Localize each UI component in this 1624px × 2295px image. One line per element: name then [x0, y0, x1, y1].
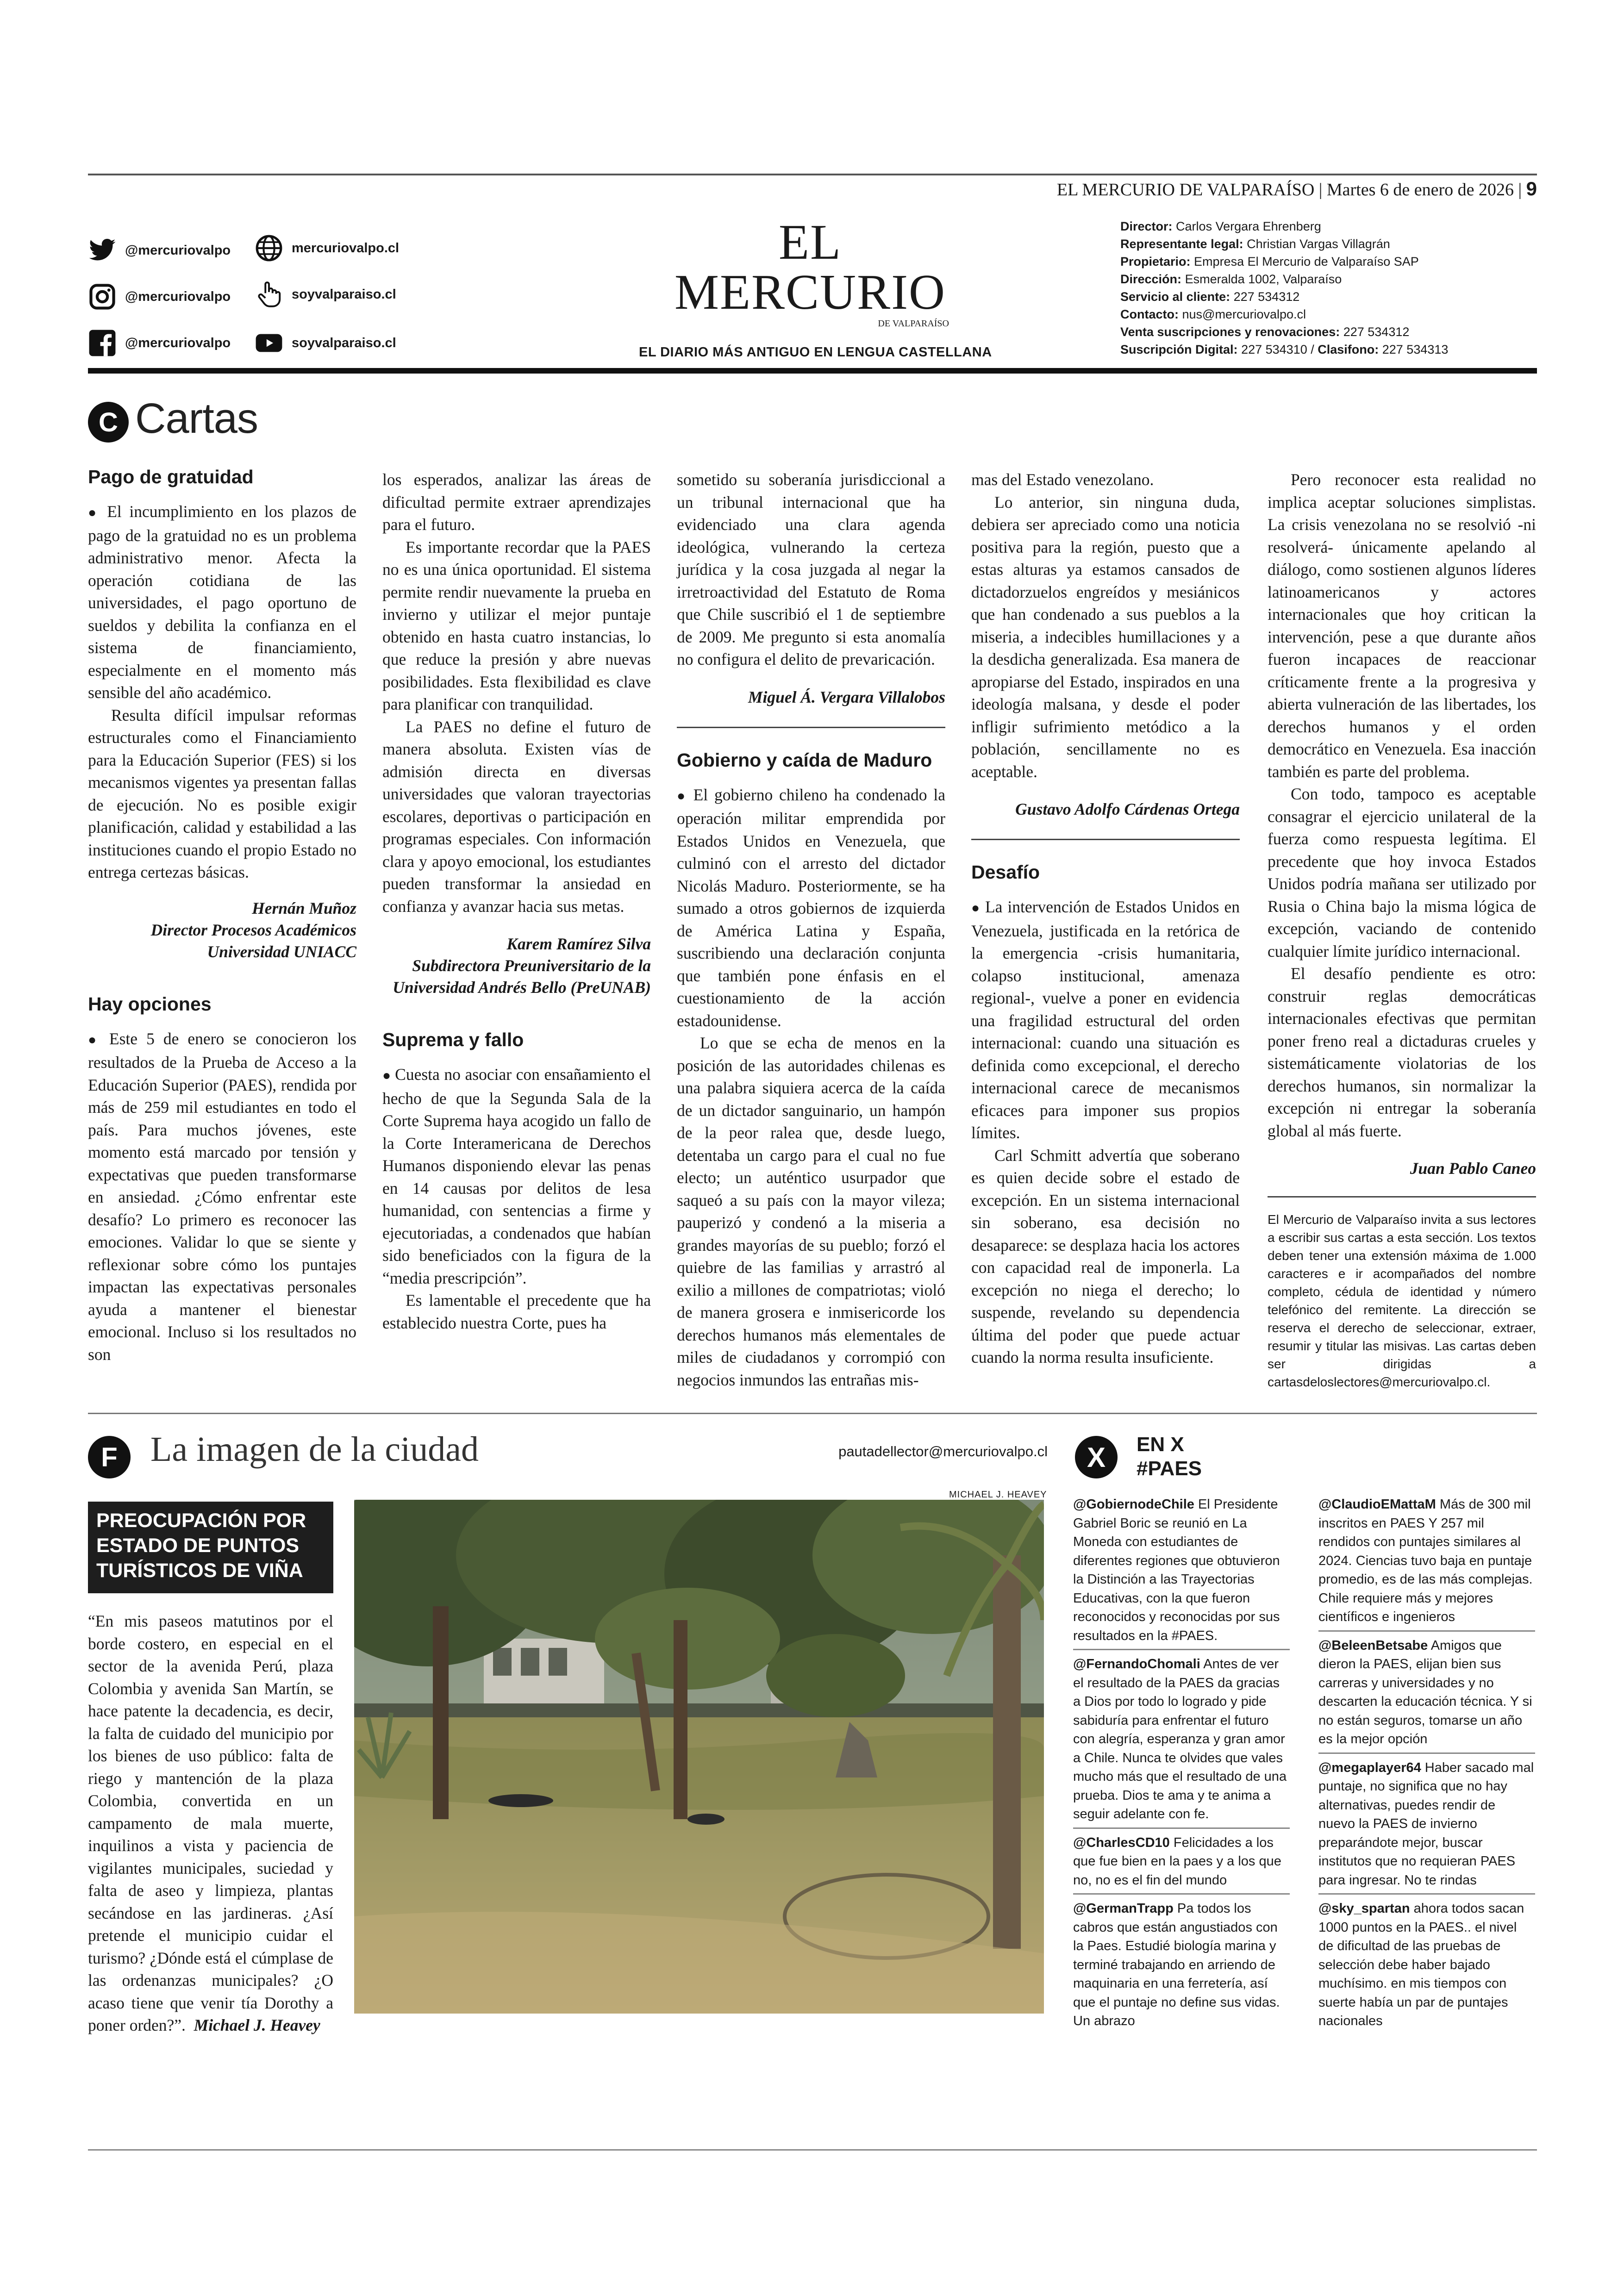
- letter-paragraph: ● El incumplimiento en los plazos de pago de la gratuidad no es un problema administrativo menor. Afecta la operación cotidiana de las universidades, el pago oportuno de sueldos y debilita la confianza en el sistema de financiamiento, especialmente en el momento más sensible del año académico.: [88, 500, 356, 704]
- letter-signature: Miguel Á. Vergara Villalobos: [748, 687, 945, 706]
- staff-label: Propietario:: [1120, 255, 1191, 268]
- tweet-text: El Presidente Gabriel Boric se reunió en La Moneda con estudiantes de diferentes regiones que obtuvieron la Distinción a las Trayectorias Educativas, con la que fueron reconocidos y reconocidas por sus resultados en la #PAES.: [1073, 1497, 1280, 1643]
- letter-paragraph: los esperados, analizar las áreas de dificultad permite extraer aprendizajes para el futuro.: [382, 470, 651, 534]
- letter-signature-role: Director Procesos Académicos: [150, 920, 356, 939]
- tweet-user[interactable]: @ClaudioEMattaM: [1318, 1497, 1436, 1512]
- social-handle: soyvalparaiso.cl: [292, 335, 396, 350]
- staff-line: [1120, 341, 1537, 358]
- tweet-user[interactable]: @GobiernodeChile: [1073, 1497, 1194, 1512]
- tweet-user[interactable]: @GermanTrapp: [1073, 1901, 1174, 1916]
- letter-divider: [677, 727, 945, 728]
- staff-value: Esmeralda 1002, Valparaíso: [1185, 272, 1342, 286]
- social-handle: @mercuriovalpo: [125, 289, 231, 304]
- tweet: [1073, 1655, 1290, 1829]
- letter-heading: Hay opciones: [88, 993, 212, 1015]
- staff-value: Christian Vargas Villagrán: [1247, 237, 1390, 251]
- letter-paragraph: mas del Estado venezolano.: [971, 470, 1154, 489]
- youtube-icon: [255, 329, 283, 357]
- cartas-column-4: [971, 468, 1240, 1369]
- section-rule: [88, 1413, 1537, 1414]
- imagen-headline: PREOCUPACIÓN POR ESTADO DE PUNTOS TURÍSTICOS DE VIÑA: [88, 1502, 333, 1593]
- masthead-subtitle: DE VALPARAÍSO: [878, 318, 949, 329]
- social-instagram[interactable]: [88, 282, 231, 311]
- staff-line: [1120, 270, 1537, 288]
- letter-signature: Juan Pablo Caneo: [1410, 1159, 1536, 1178]
- tweets-column-1: [1073, 1495, 1290, 2039]
- tweet-text: Pa todos los cabros que están angustiados con la Paes. Estudié biología marina y terminé trabajando en arriendo de maquinaria en una ferretería, así que el puntaje no define sus vidas. Un abrazo: [1073, 1901, 1280, 2028]
- staff-value: Carlos Vergara Ehrenberg: [1176, 219, 1321, 233]
- tweet-user[interactable]: @sky_spartan: [1318, 1901, 1410, 1916]
- masthead-tagline: EL DIARIO MÁS ANTIGUO EN LENGUA CASTELLANA: [639, 345, 992, 360]
- tweet-text: Más de 300 mil inscritos en PAES Y 257 mil rendidos con puntajes similares al 2024. Ciencias tuvo baja en puntaje promedio, es de las más complejas. Chile requiere más y mejores científicos e ingenieros: [1318, 1497, 1533, 1624]
- imagen-text: [88, 1610, 333, 2037]
- social-youtube[interactable]: [255, 329, 396, 357]
- tweet: [1318, 1636, 1535, 1754]
- staff-value: 227 534313: [1382, 343, 1449, 356]
- staff-box: [1120, 218, 1537, 358]
- folio-date: Martes 6 de enero de 2026: [1326, 180, 1514, 200]
- staff-line: [1120, 288, 1537, 306]
- staff-line: [1120, 235, 1537, 253]
- folio-separator: |: [1318, 180, 1323, 200]
- tweet-user[interactable]: @FernandoChomali: [1073, 1657, 1200, 1671]
- top-rule: [88, 174, 1537, 175]
- instagram-icon: [88, 282, 117, 311]
- staff-value: 227 534312: [1233, 290, 1300, 304]
- staff-line: [1120, 306, 1537, 323]
- staff-value: Empresa El Mercurio de Valparaíso SAP: [1194, 255, 1419, 268]
- letter-paragraph: ● Este 5 de enero se conocieron los resultados de la Prueba de Acceso a la Educación Superior (PAES), rendida por más de 259 mil estudiantes en todo el país. Para muchos jóvenes, este momento está marcado por tensión y expectativas que pueden transformarse en ansiedad. ¿Cómo enfrentar este desafío? Lo primero es reconocer las emociones. Validar lo que se siente y reflexionar sobre cómo los puntajes impactan las expectativas personales ayuda a mantener el bienestar emocional. Incluso si los resultados no son: [88, 1028, 356, 1366]
- letter-paragraph: Resulta difícil impulsar reformas estructurales como el Financiamiento para la Educación Superior (FES) si los mecanismos vigentes ya presentan fallas de ejecución. No es posible exigir planificación, calidad y estabilidad a las instituciones cuando el propio Estado no entrega certezas básicas.: [88, 705, 356, 881]
- enx-title-line-1: EN X: [1137, 1433, 1184, 1456]
- letter-signature-org: Universidad UNIACC: [207, 942, 356, 961]
- letter-paragraph: Lo anterior, sin ninguna duda, debiera ser apreciado como una noticia positiva para la región, puesto que a estas alturas ya estamos cansados de dictadorzuelos engreídos y mesiánicos que han condenado a sus pueblos a la miseria, a indecibles humillaciones y a la desdicha generalizada. Esa manera de apropiarse del Estado, inspirados en una ideología malsana, y desde el poder infligir sufrimiento metódico a la población, sencillamente no es aceptable.: [971, 493, 1240, 781]
- facebook-icon: [88, 329, 117, 357]
- letter-signature: Hernán Muñoz: [252, 898, 356, 917]
- letter-divider: [1268, 1196, 1536, 1197]
- tweet: [1073, 1834, 1290, 1895]
- social-handle: mercuriovalpo.cl: [292, 240, 400, 256]
- letter-paragraph: sometido su soberanía jurisdiccional a un tribunal internacional que ha evidenciado una clara agenda ideológica, vulnerando la certeza jurídica y la cosa juzgada al negar la irretroactividad del Estatuto de Roma que Chile suscribió el 1 de septiembre de 2009. Me pregunto si esta anomalía no configura el delito de prevaricación.: [677, 470, 945, 668]
- header-rule: [88, 368, 1537, 374]
- letter-paragraph: ● La intervención de Estados Unidos en Venezuela, justificada en la retórica de la emergencia -crisis humanitaria, colapso institucional, amenaza regional-, vuelve a poner en evidencia una fragilidad estructural del orden internacional: cuando una situación es definida como excepcional, el derecho internacional carece de mecanismos eficaces para imponer sus propios límites.: [971, 896, 1240, 1144]
- letter-paragraph: ● El gobierno chileno ha condenado la operación militar emprendida por Estados Unidos en Venezuela, que culminó con el arresto del dictador Nicolás Maduro. Posteriormente, se ha sumado a otros gobiernos de izquierda de América Latina y España, suscribiendo una declaración conjunta que también pone énfasis en el cuestionamiento de la acción estadounidense.: [677, 784, 945, 1032]
- letter-paragraph: Pero reconocer esta realidad no implica aceptar soluciones simplistas. La crisis venezolana no se resolvió -ni resolverá- únicamente apelando al diálogo, como sostienen algunos líderes latinoamericanos y actores internacionales que hoy critican la intervención, pese a que durante años fueron incapaces de reaccionar críticamente frente a la progresiva y abierta vulneración de las libertades, los derechos humanos y el orden democrático en Venezuela. Esa inacción también es parte del problema.: [1268, 470, 1536, 781]
- enx-title-line-2: #PAES: [1137, 1457, 1202, 1480]
- letter-heading: Pago de gratuidad: [88, 466, 254, 487]
- staff-value: nus@mercuriovalpo.cl: [1182, 307, 1306, 321]
- letter-signature: Karem Ramírez Silva: [506, 935, 651, 953]
- letter-paragraph: La PAES no define el futuro de manera absoluta. Existen vías de admisión directa en diversas universidades que valoran trayectorias escolares, deportivas o participación en programas especiales. Con información clara y apoyo emocional, los estudiantes pueden transformar la ansiedad en confianza y avanzar hacia sus metas.: [382, 717, 651, 916]
- tweet-user[interactable]: @megaplayer64: [1318, 1760, 1421, 1775]
- pointer-hand-icon: [255, 280, 283, 309]
- enx-badge: X: [1075, 1436, 1118, 1478]
- plaza-photo-illustration: [354, 1500, 1044, 2014]
- cartas-badge: C: [88, 402, 129, 443]
- staff-line: [1120, 253, 1537, 270]
- staff-label: Suscripción Digital:: [1120, 343, 1238, 356]
- imagen-email[interactable]: pautadellector@mercuriovalpo.cl: [838, 1443, 1048, 1459]
- staff-line: [1120, 323, 1537, 341]
- tweets-column-2: [1318, 1495, 1535, 2039]
- social-twitter[interactable]: [88, 236, 231, 265]
- cartas-column-1: [88, 465, 356, 1366]
- letter-signature: Gustavo Adolfo Cárdenas Ortega: [1015, 800, 1240, 818]
- letter-paragraph: El desafío pendiente es otro: construir reglas democráticas internacionales efectivas que permitan poner freno real a dictaduras crueles y sistemáticamente violatorias de los derechos humanos, sin normalizar la excepción ni entregar la soberanía global al más fuerte.: [1268, 964, 1536, 1140]
- letter-heading: Suprema y fallo: [382, 1029, 524, 1050]
- imagen-badge: F: [88, 1436, 131, 1478]
- enx-title: [1137, 1433, 1202, 1481]
- social-handle: soyvalparaiso.cl: [292, 287, 396, 302]
- tweet-user[interactable]: @CharlesCD10: [1073, 1835, 1170, 1850]
- folio-paper: EL MERCURIO DE VALPARAÍSO: [1056, 180, 1315, 200]
- imagen-title: La imagen de la ciudad: [150, 1430, 479, 1469]
- tweet-text: ahora todos sacan 1000 puntos en la PAES.. el nivel de dificultad de las pruebas de selección debe haber bajado muchísimo. en mis tiempos con suerte había un par de puntajes nacionales: [1318, 1901, 1524, 2028]
- photo-credit: MICHAEL J. HEAVEY: [949, 1490, 1047, 1500]
- letter-paragraph: Carl Schmitt advertía que soberano es quien decide sobre el estado de excepción. En un sistema internacional sin soberano, esa decisión no desaparece: se desplaza hacia los actores con capacidad real de imponerla. La excepción no niega el derecho; lo suspende, revelando su dependencia última del poder que puede actuar cuando la norma resulta insuficiente.: [971, 1146, 1240, 1366]
- social-handle: @mercuriovalpo: [125, 243, 231, 258]
- cartas-title: Cartas: [135, 395, 258, 442]
- letter-paragraph: ● Cuesta no asociar con ensañamiento el hecho de que la Segunda Sala de la Corte Suprema haya acogido un fallo de la Corte Interamericana de Derechos Humanos disponiendo elevar las penas en 14 causas por delitos de lesa humanidad, con sentencias a firme y ejecutoriadas, a condenados que habían sido beneficiados con la figura de la “media prescripción”.: [382, 1063, 651, 1289]
- city-photo: [354, 1500, 1044, 2014]
- cartas-column-3: [677, 468, 945, 1391]
- staff-label: Contacto:: [1120, 307, 1179, 321]
- staff-value: 227 534312: [1343, 325, 1410, 339]
- tweet-text: Amigos que dieron la PAES, elijan bien sus carreras y universidades y no descarten la educación técnica. Y si no están seguros, tomarse un año es la mejor opción: [1318, 1638, 1532, 1746]
- imagen-author: Michael J. Heavey: [194, 2016, 320, 2034]
- letter-heading: Gobierno y caída de Maduro: [677, 749, 932, 771]
- staff-value: 227 534310 /: [1241, 343, 1314, 356]
- letter-divider: [971, 839, 1240, 840]
- staff-label: Director:: [1120, 219, 1173, 233]
- staff-label: Representante legal:: [1120, 237, 1243, 251]
- social-facebook[interactable]: [88, 329, 231, 357]
- cartas-column-2: [382, 468, 651, 1334]
- letter-heading: Desafío: [971, 861, 1040, 883]
- cartas-column-5: [1268, 468, 1536, 1391]
- tweet-user[interactable]: @BeleenBetsabe: [1318, 1638, 1428, 1653]
- letter-paragraph: Es lamentable el precedente que ha establecido nuestra Corte, pues ha: [382, 1291, 651, 1332]
- staff-label: Clasifono:: [1318, 343, 1379, 356]
- staff-line: [1120, 218, 1537, 235]
- tweet-text: Felicidades a los que fue bien en la paes y a los que no, no es el fin del mundo: [1073, 1835, 1281, 1888]
- masthead: [639, 215, 992, 360]
- social-soyvalparaiso[interactable]: [255, 280, 396, 309]
- page-number: 9: [1526, 178, 1537, 200]
- letter-paragraph: Lo que se echa de menos en la posición de las autoridades chilenas es una palabra siquiera acerca de la caída de un dictador sanguinario, un hampón de la peor ralea que, desde luego, detentaba un cargo para el cual no fue electo; un auténtico usurpador que saqueó a su país con la mayor vileza; pauperizó y condenó a la miseria a grandes mayorías de su pueblo; forzó el quiebre de las familias y arrastró al exilio a millones de compatriotas; violó de manera grosera e inmisericorde los derechos humanos más elementales de miles de ciudadanos y corrompió con negocios inmundos las entrañas mis-: [677, 1034, 945, 1389]
- tweet: [1073, 1495, 1290, 1650]
- masthead-name: EL MERCURIO: [674, 215, 946, 320]
- imagen-body: “En mis paseos matutinos por el borde costero, en especial en el sector de la avenida Perú, plaza Colombia y avenida San Martín, se hace patente la decadencia, es decir, la falta de cuidado del municipio por los bienes de uso público: falta de riego y mantención de la plaza Colombia, convertida en un campamento de mala muerte, inquilinos a vista y paciencia de vigilantes municipales, suciedad y falta de aseo y limpieza, plantas secándose en las jardineras. ¿Así pretende el municipio cuidar el turismo? ¿Dónde está el cúmplase de las ordenanzas municipales? ¿O acaso tiene que venir tía Dorothy a poner orden?”.: [88, 1612, 333, 2034]
- social-handle: @mercuriovalpo: [125, 335, 231, 350]
- folio-separator-2: |: [1518, 180, 1522, 200]
- tweet: [1073, 1899, 1290, 2034]
- letter-signature-role: Subdirectora Preuniversitario de la Universidad Andrés Bello (PreUNAB): [393, 956, 651, 997]
- staff-label: Servicio al cliente:: [1120, 290, 1230, 304]
- globe-icon: [255, 234, 283, 262]
- tweet: [1318, 1495, 1535, 1632]
- letter-paragraph: Con todo, tampoco es aceptable consagrar el ejercicio unilateral de la fuerza como respuesta legítima. El precedente que hoy invoca Estados Unidos podría mañana ser utilizado por Rusia o China bajo la misma lógica de excepción, vaciando de contenido cualquier límite jurídico internacional.: [1268, 785, 1536, 960]
- staff-label: Venta suscripciones y renovaciones:: [1120, 325, 1340, 339]
- staff-label: Dirección:: [1120, 272, 1182, 286]
- social-web[interactable]: [255, 234, 399, 262]
- folio: [1057, 178, 1537, 200]
- letter-paragraph: Es importante recordar que la PAES no es una única oportunidad. El sistema permite rendir nuevamente la prueba en invierno y utilizar el mejor puntaje obtenido en hasta cuatro instancias, lo que reduce la presión y abre nuevas posibilidades. Esta flexibilidad es clave para planificar con tranquilidad.: [382, 537, 651, 713]
- twitter-icon: [88, 236, 117, 265]
- bottom-rule: [88, 2149, 1537, 2151]
- tweet: [1318, 1759, 1535, 1895]
- tweet: [1318, 1899, 1535, 2034]
- tweet-text: Antes de ver el resultado de la PAES da gracias a Dios por todo lo logrado y pide sabiduría para enfrentar el futuro con alegría, esperanza y gran amor a Chile. Nunca te olvides que vales mucho más que el resultado de una prueba. Dios te ama y te anima a seguir adelante con fe.: [1073, 1657, 1287, 1821]
- tweet-text: Haber sacado mal puntaje, no significa que no hay alternativas, puedes rendir de nuevo la PAES de invierno preparándote mejor, buscar institutos que no requieran PAES para ingresar. No te rindas: [1318, 1760, 1534, 1888]
- letters-submission-note: El Mercurio de Valparaíso invita a sus lectores a escribir sus cartas a esta sección. Los textos deben tener una extensión máxima de 1.000 caracteres e ir acompañados del nombre completo, cédula de identidad y número telefónico del remitente. La dirección se reserva el derecho de seleccionar, extraer, resumir y titular las misivas. Las cartas deben ser dirigidas a cartasdeloslectores@mercuriovalpo.cl.: [1268, 1212, 1536, 1389]
